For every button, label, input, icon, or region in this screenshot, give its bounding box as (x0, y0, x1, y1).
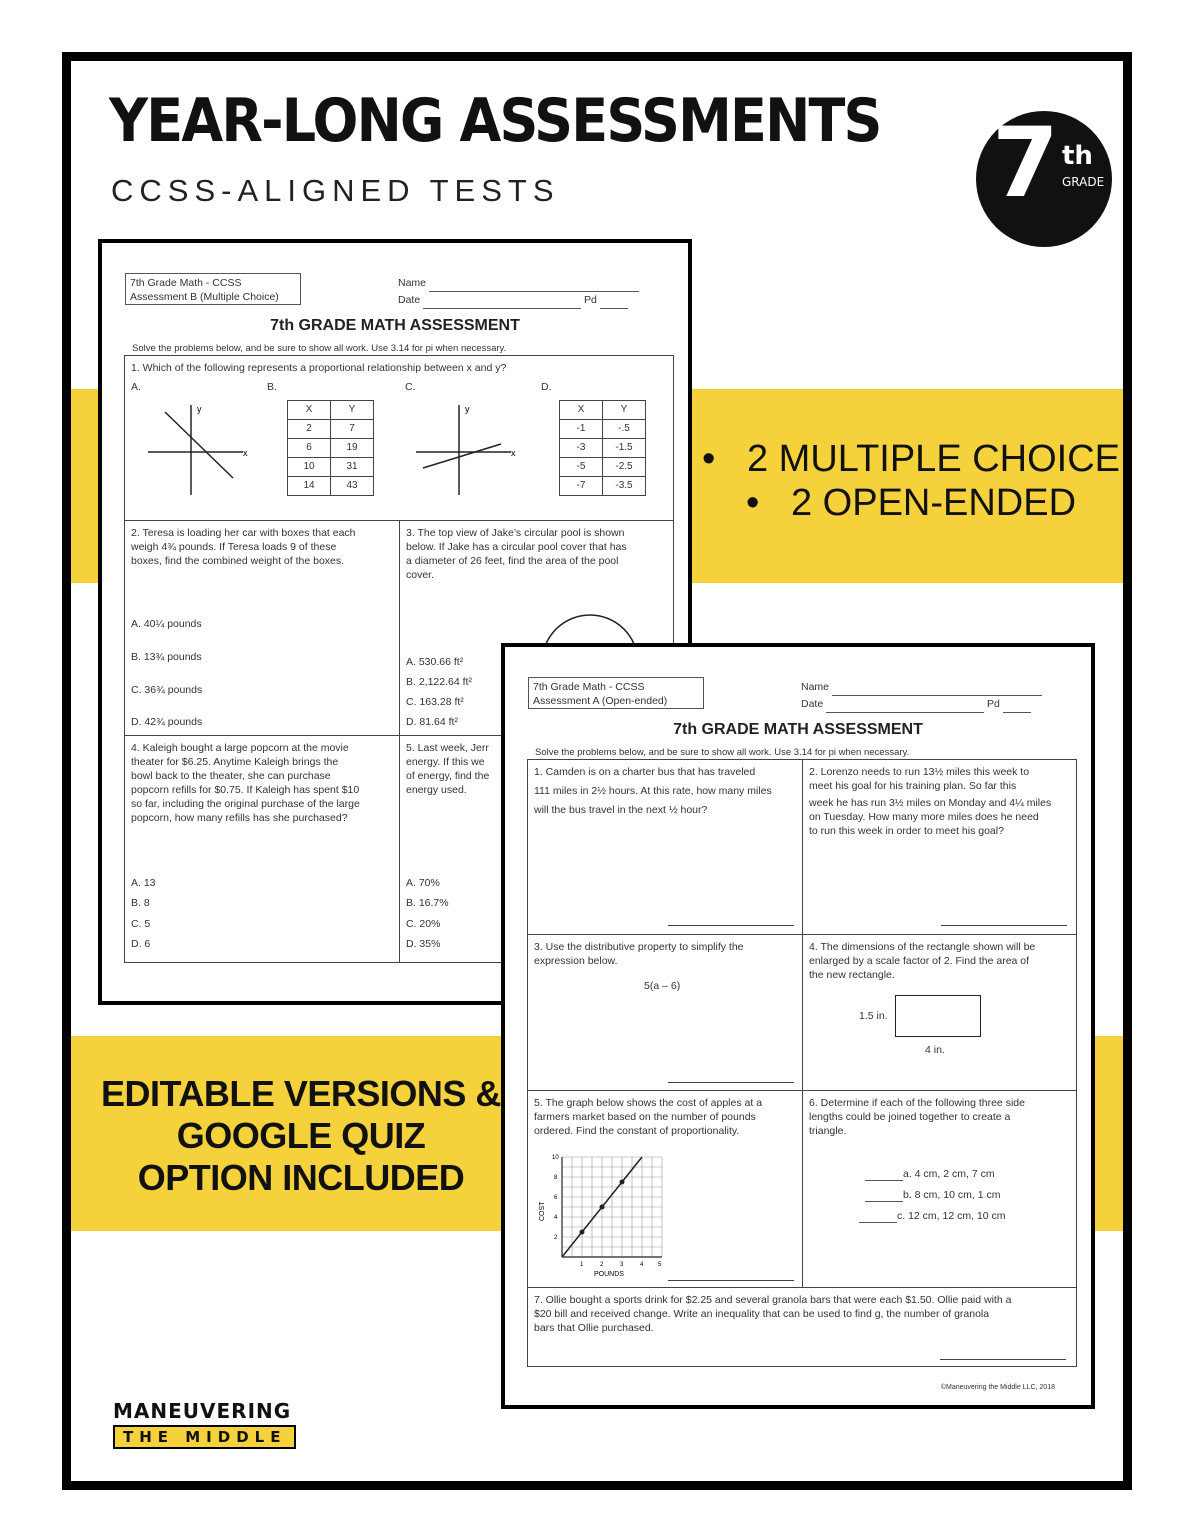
sheet-title: 7th GRADE MATH ASSESSMENT (673, 721, 923, 738)
question-1: 1. Camden is on a charter bus that has traveled 111 miles in 2½ hours. At this rate, how many miles will the bus travel in the next ½ hour? (527, 759, 803, 935)
logo-line2: THE MIDDLE (113, 1425, 296, 1449)
question-4: 4. Kaleigh bought a large popcorn at the movie theater for $6.25. Anytime Kaleigh brings the bowl back to the theater, she can purchase popcorn refills for $0.75. If Kaleigh has spent $10 so far, including the original purchase of the large popcorn, how many refills has she purchased? A. 13 B. 8 C. 5 D. 6 (124, 735, 400, 963)
badge-suffix: th (1062, 141, 1093, 171)
graph-c-icon (411, 400, 521, 500)
graph-a-icon (143, 400, 253, 500)
instructions: Solve the problems below, and be sure to show all work. Use 3.14 for pi when necessary. (132, 343, 507, 354)
feature-bullets (701, 437, 1121, 525)
page-subtitle: CCSS-ALIGNED TESTS (111, 173, 560, 208)
copyright: ©Maneuvering the Middle LLC, 2018 (940, 1384, 1055, 1391)
name-date-fields: Name Date Pd (801, 679, 1051, 713)
editable-note: EDITABLE VERSIONS & GOOGLE QUIZ OPTION INCLUDED (101, 1073, 501, 1198)
cover-frame (62, 52, 1132, 1490)
svg-text:x: x (511, 448, 516, 458)
name-date-fields: Name Date Pd (398, 275, 648, 309)
badge-number: 7 (992, 107, 1055, 219)
svg-text:5: 5 (658, 1262, 662, 1268)
cost-graph (534, 1149, 664, 1277)
grade-badge (976, 107, 1112, 247)
question-5: 5. The graph below shows the cost of apples at a farmers market based on the number of pounds ordered. Find the constant of proportionality. 10 8 6 4 2 1 2 3 4 5 POUNDS COST (527, 1090, 803, 1288)
svg-text:y: y (197, 404, 202, 414)
question-2: 2. Teresa is loading her car with boxes that each weigh 4¾ pounds. If Teresa loads 9 of these boxes, find the combined weight of the boxes. A. 40¼ pounds B. 13¾ pounds C. 36¾ pounds D. 42¾ pounds (124, 520, 400, 736)
course-box: 7th Grade Math - CCSS Assessment B (Multiple Choice) (125, 273, 301, 305)
course-box: 7th Grade Math - CCSS Assessment A (Open-ended) (528, 677, 704, 709)
logo-line1: MANEUVERING (113, 1399, 292, 1423)
svg-text:4: 4 (640, 1262, 644, 1268)
question-4: 4. The dimensions of the rectangle shown will be enlarged by a scale factor of 2. Find the area of the new rectangle. 1.5 in. 4 in. (802, 934, 1077, 1091)
svg-text:3: 3 (620, 1262, 624, 1268)
svg-text:2: 2 (554, 1235, 558, 1241)
brand-logo (113, 1399, 296, 1449)
svg-text:6: 6 (554, 1195, 558, 1201)
rectangle-figure (895, 995, 981, 1037)
instructions: Solve the problems below, and be sure to show all work. Use 3.14 for pi when necessary. (535, 747, 910, 758)
question-3: 3. Use the distributive property to simplify the expression below. 5(a – 6) (527, 934, 803, 1091)
svg-text:POUNDS: POUNDS (594, 1271, 624, 1277)
svg-text:10: 10 (552, 1155, 559, 1161)
page-title: YEAR-LONG ASSESSMENTS (109, 86, 881, 156)
svg-text:2: 2 (600, 1262, 604, 1268)
svg-text:y: y (465, 404, 470, 414)
question-6: 6. Determine if each of the following three side lengths could be joined together to create a triangle. a. 4 cm, 2 cm, 7 cm b. 8 cm, 10 cm, 1 cm c. 12 cm, 12 cm, 10 cm (802, 1090, 1077, 1288)
svg-text:8: 8 (554, 1175, 558, 1181)
assessment-a-sheet (501, 643, 1095, 1409)
svg-text:4: 4 (554, 1215, 558, 1221)
table-d: X Y -1 -.5 -3 -1.5 -5 -2.5 -7 -3.5 (559, 400, 646, 496)
svg-text:1: 1 (580, 1262, 584, 1268)
table-b: X Y 2 7 6 19 10 31 14 43 (287, 400, 374, 496)
sheet-title: 7th GRADE MATH ASSESSMENT (270, 317, 520, 334)
question-7: 7. Ollie bought a sports drink for $2.25 and several granola bars that were each $1.50. Ollie paid with a $20 bill and received change. Write an inequality that can be used to find g, the number of granola bars that Ollie purchased. (527, 1287, 1077, 1367)
question-3: 3. The top view of Jake’s circular pool is shown below. If Jake has a circular pool cover that has a diameter of 26 feet, find the area of the pool cover. A. 530.66 ft² B. 2,122.64 ft² C. 163.28 ft² D. 81.64 ft² (399, 520, 674, 736)
question-2: 2. Lorenzo needs to run 13½ miles this week to meet his goal for his training plan. So far this week he has run 3½ miles on Monday and 4¼ miles on Tuesday. How many more miles does he need to run this week in order to meet his goal? (802, 759, 1077, 935)
question-5: 5. Last week, Jerr energy. If this we of energy, find the energy used. A. 70% B. 16.7% C. 20% D. 35% (399, 735, 674, 963)
bullet-dot-icon: • (701, 438, 716, 480)
svg-text:x: x (243, 448, 248, 458)
bullet-dot-icon: • (745, 482, 760, 524)
bullet-item: • 2 MULTIPLE CHOICE (701, 438, 1121, 480)
question-1: 1. Which of the following represents a proportional relationship between x and y? A. B. C. D. y x X Y 2 7 6 19 10 31 14 43 y x X Y -1 -.5 -3 -1.5 -5 -2.5 -7 -3.5 (124, 355, 674, 521)
bullet-item: • 2 OPEN-ENDED (745, 482, 1077, 524)
expression: 5(a – 6) (644, 980, 681, 992)
badge-grade: GRADE (1062, 175, 1105, 189)
svg-text:COST: COST (539, 1201, 546, 1221)
